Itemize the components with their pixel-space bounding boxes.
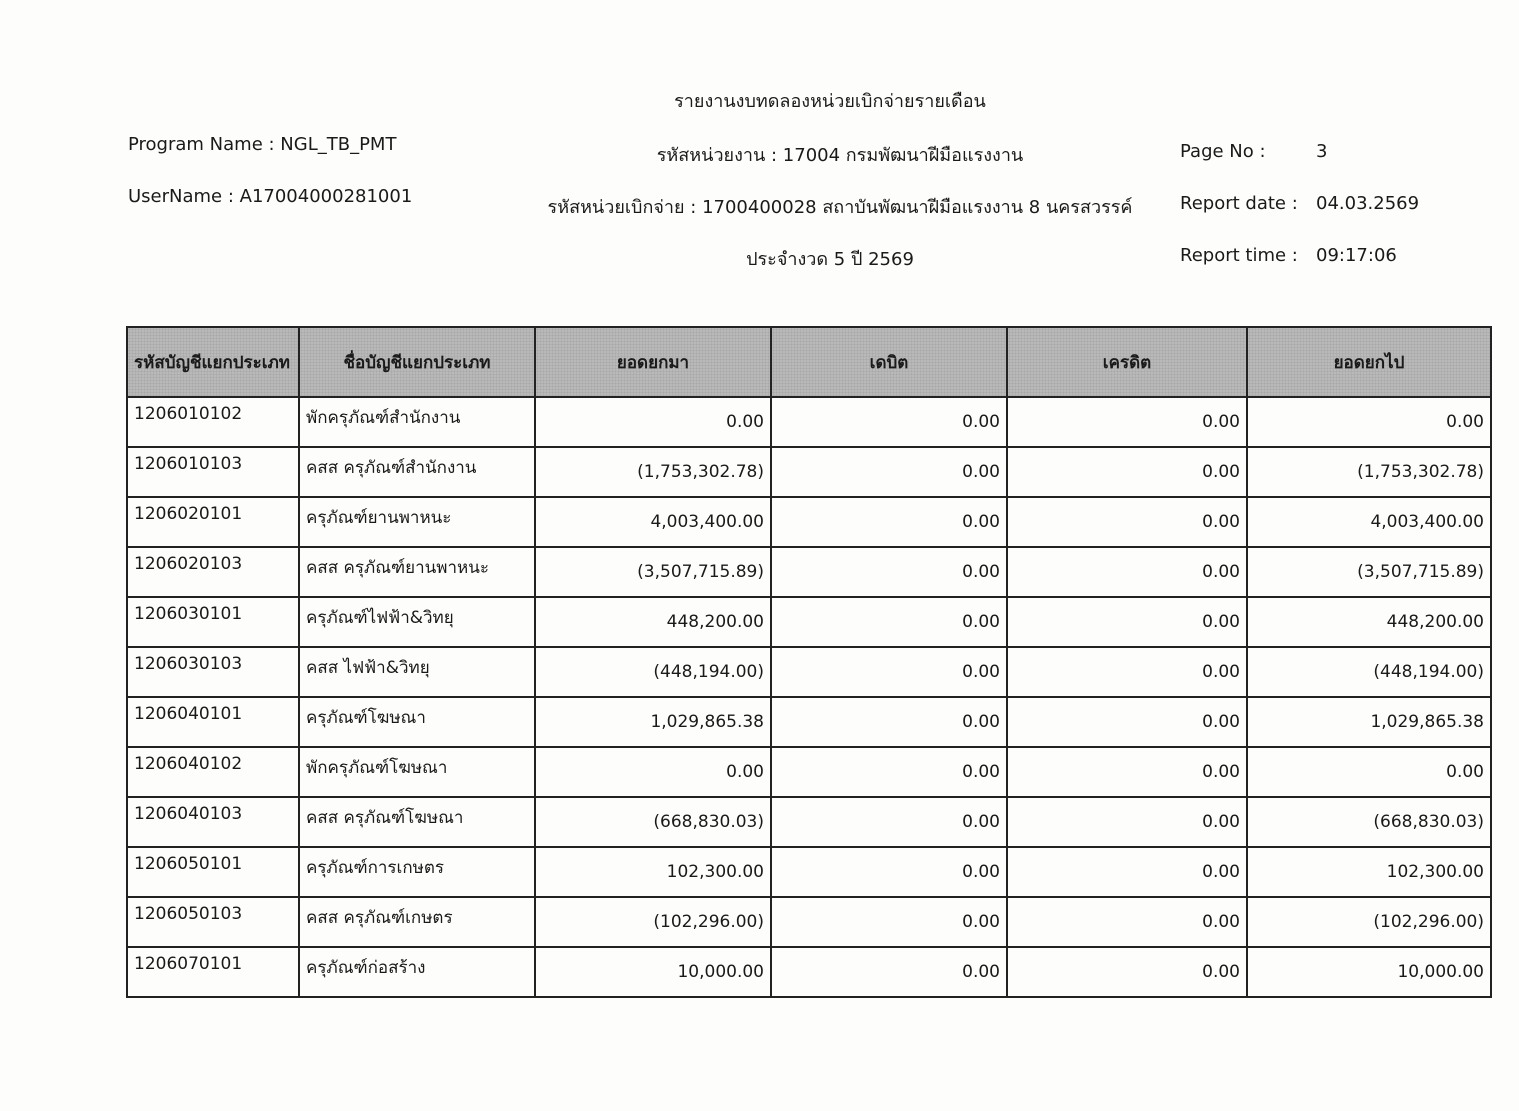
cell-account-name: พักครุภัณฑ์สำนักงาน bbox=[299, 397, 535, 447]
cell-credit: 0.00 bbox=[1007, 697, 1247, 747]
table-header-row bbox=[127, 327, 1491, 397]
cell-credit: 0.00 bbox=[1007, 747, 1247, 797]
cell-credit: 0.00 bbox=[1007, 797, 1247, 847]
cell-account-code: 1206020101 bbox=[127, 497, 299, 547]
table-row bbox=[127, 847, 1491, 897]
cell-closing-balance: (3,507,715.89) bbox=[1247, 547, 1491, 597]
trial-balance-table bbox=[126, 326, 1492, 998]
cell-closing-balance: (668,830.03) bbox=[1247, 797, 1491, 847]
cell-debit: 0.00 bbox=[771, 897, 1007, 947]
program-name: Program Name : NGL_TB_PMT bbox=[128, 134, 397, 155]
cell-closing-balance: 10,000.00 bbox=[1247, 947, 1491, 997]
cell-account-code: 1206010103 bbox=[127, 447, 299, 497]
cell-account-code: 1206020103 bbox=[127, 547, 299, 597]
cell-account-code: 1206030101 bbox=[127, 597, 299, 647]
page-no-value: 3 bbox=[1316, 141, 1328, 162]
period-line: ประจำงวด 5 ปี 2569 bbox=[746, 249, 914, 270]
table-row bbox=[127, 547, 1491, 597]
cell-credit: 0.00 bbox=[1007, 497, 1247, 547]
cell-debit: 0.00 bbox=[771, 747, 1007, 797]
table-row bbox=[127, 647, 1491, 697]
cell-opening-balance: 102,300.00 bbox=[535, 847, 771, 897]
table-row bbox=[127, 697, 1491, 747]
cell-account-code: 1206070101 bbox=[127, 947, 299, 997]
cell-account-name: ครุภัณฑ์ก่อสร้าง bbox=[299, 947, 535, 997]
cell-debit: 0.00 bbox=[771, 847, 1007, 897]
report-title: รายงานงบทดลองหน่วยเบิกจ่ายรายเดือน bbox=[674, 91, 986, 112]
user-name: UserName : A17004000281001 bbox=[128, 186, 413, 207]
cell-debit: 0.00 bbox=[771, 447, 1007, 497]
header-account-name: ชื่อบัญชีแยกประเภท bbox=[299, 327, 535, 397]
cell-debit: 0.00 bbox=[771, 397, 1007, 447]
cell-opening-balance: 0.00 bbox=[535, 397, 771, 447]
cell-opening-balance: 4,003,400.00 bbox=[535, 497, 771, 547]
table-row bbox=[127, 597, 1491, 647]
cell-account-name: ครุภัณฑ์โฆษณา bbox=[299, 697, 535, 747]
cell-credit: 0.00 bbox=[1007, 397, 1247, 447]
cell-account-name: ครุภัณฑ์ไฟฟ้า&วิทยุ bbox=[299, 597, 535, 647]
cell-debit: 0.00 bbox=[771, 597, 1007, 647]
table-body bbox=[127, 397, 1491, 997]
cell-opening-balance: 10,000.00 bbox=[535, 947, 771, 997]
cell-closing-balance: 4,003,400.00 bbox=[1247, 497, 1491, 547]
cell-credit: 0.00 bbox=[1007, 847, 1247, 897]
report-time-value: 09:17:06 bbox=[1316, 245, 1397, 266]
cell-opening-balance: (448,194.00) bbox=[535, 647, 771, 697]
cell-closing-balance: 1,029,865.38 bbox=[1247, 697, 1491, 747]
cell-opening-balance: 448,200.00 bbox=[535, 597, 771, 647]
report-date-label: Report date : bbox=[1180, 193, 1298, 214]
cell-credit: 0.00 bbox=[1007, 447, 1247, 497]
cell-account-code: 1206050103 bbox=[127, 897, 299, 947]
cell-account-name: ครุภัณฑ์ยานพาหนะ bbox=[299, 497, 535, 547]
cell-closing-balance: 0.00 bbox=[1247, 747, 1491, 797]
cell-closing-balance: 448,200.00 bbox=[1247, 597, 1491, 647]
cell-account-name: คสส ไฟฟ้า&วิทยุ bbox=[299, 647, 535, 697]
cell-account-code: 1206040102 bbox=[127, 747, 299, 797]
cell-credit: 0.00 bbox=[1007, 597, 1247, 647]
cell-credit: 0.00 bbox=[1007, 947, 1247, 997]
cell-account-name: คสส ครุภัณฑ์โฆษณา bbox=[299, 797, 535, 847]
table-row bbox=[127, 797, 1491, 847]
cell-credit: 0.00 bbox=[1007, 897, 1247, 947]
cell-debit: 0.00 bbox=[771, 497, 1007, 547]
cell-opening-balance: (102,296.00) bbox=[535, 897, 771, 947]
header-credit: เครดิต bbox=[1007, 327, 1247, 397]
cell-account-name: คสส ครุภัณฑ์สำนักงาน bbox=[299, 447, 535, 497]
report-time-label: Report time : bbox=[1180, 245, 1298, 266]
table-row bbox=[127, 747, 1491, 797]
cell-opening-balance: 0.00 bbox=[535, 747, 771, 797]
cell-account-name: พักครุภัณฑ์โฆษณา bbox=[299, 747, 535, 797]
table-row bbox=[127, 397, 1491, 447]
page-no-label: Page No : bbox=[1180, 141, 1266, 162]
cell-account-name: ครุภัณฑ์การเกษตร bbox=[299, 847, 535, 897]
cell-account-name: คสส ครุภัณฑ์ยานพาหนะ bbox=[299, 547, 535, 597]
cell-debit: 0.00 bbox=[771, 797, 1007, 847]
cell-closing-balance: (102,296.00) bbox=[1247, 897, 1491, 947]
cell-account-code: 1206040103 bbox=[127, 797, 299, 847]
disbursing-unit-line: รหัสหน่วยเบิกจ่าย : 1700400028 สถาบันพัฒนาฝีมือแรงงาน 8 นครสวรรค์ bbox=[547, 197, 1133, 218]
header-closing-balance: ยอดยกไป bbox=[1247, 327, 1491, 397]
cell-debit: 0.00 bbox=[771, 947, 1007, 997]
cell-account-code: 1206010102 bbox=[127, 397, 299, 447]
cell-account-name: คสส ครุภัณฑ์เกษตร bbox=[299, 897, 535, 947]
agency-line: รหัสหน่วยงาน : 17004 กรมพัฒนาฝีมือแรงงาน bbox=[656, 145, 1024, 166]
cell-closing-balance: (1,753,302.78) bbox=[1247, 447, 1491, 497]
cell-closing-balance: 0.00 bbox=[1247, 397, 1491, 447]
cell-credit: 0.00 bbox=[1007, 647, 1247, 697]
header-account-code: รหัสบัญชีแยกประเภท bbox=[127, 327, 299, 397]
cell-opening-balance: (1,753,302.78) bbox=[535, 447, 771, 497]
cell-debit: 0.00 bbox=[771, 697, 1007, 747]
cell-debit: 0.00 bbox=[771, 547, 1007, 597]
cell-credit: 0.00 bbox=[1007, 547, 1247, 597]
header-debit: เดบิต bbox=[771, 327, 1007, 397]
cell-opening-balance: 1,029,865.38 bbox=[535, 697, 771, 747]
report-date-value: 04.03.2569 bbox=[1316, 193, 1420, 214]
cell-opening-balance: (3,507,715.89) bbox=[535, 547, 771, 597]
table-row bbox=[127, 497, 1491, 547]
cell-account-code: 1206050101 bbox=[127, 847, 299, 897]
cell-opening-balance: (668,830.03) bbox=[535, 797, 771, 847]
cell-debit: 0.00 bbox=[771, 647, 1007, 697]
table-row bbox=[127, 447, 1491, 497]
cell-account-code: 1206040101 bbox=[127, 697, 299, 747]
cell-account-code: 1206030103 bbox=[127, 647, 299, 697]
header-opening-balance: ยอดยกมา bbox=[535, 327, 771, 397]
table-row bbox=[127, 897, 1491, 947]
table-row bbox=[127, 947, 1491, 997]
cell-closing-balance: (448,194.00) bbox=[1247, 647, 1491, 697]
cell-closing-balance: 102,300.00 bbox=[1247, 847, 1491, 897]
